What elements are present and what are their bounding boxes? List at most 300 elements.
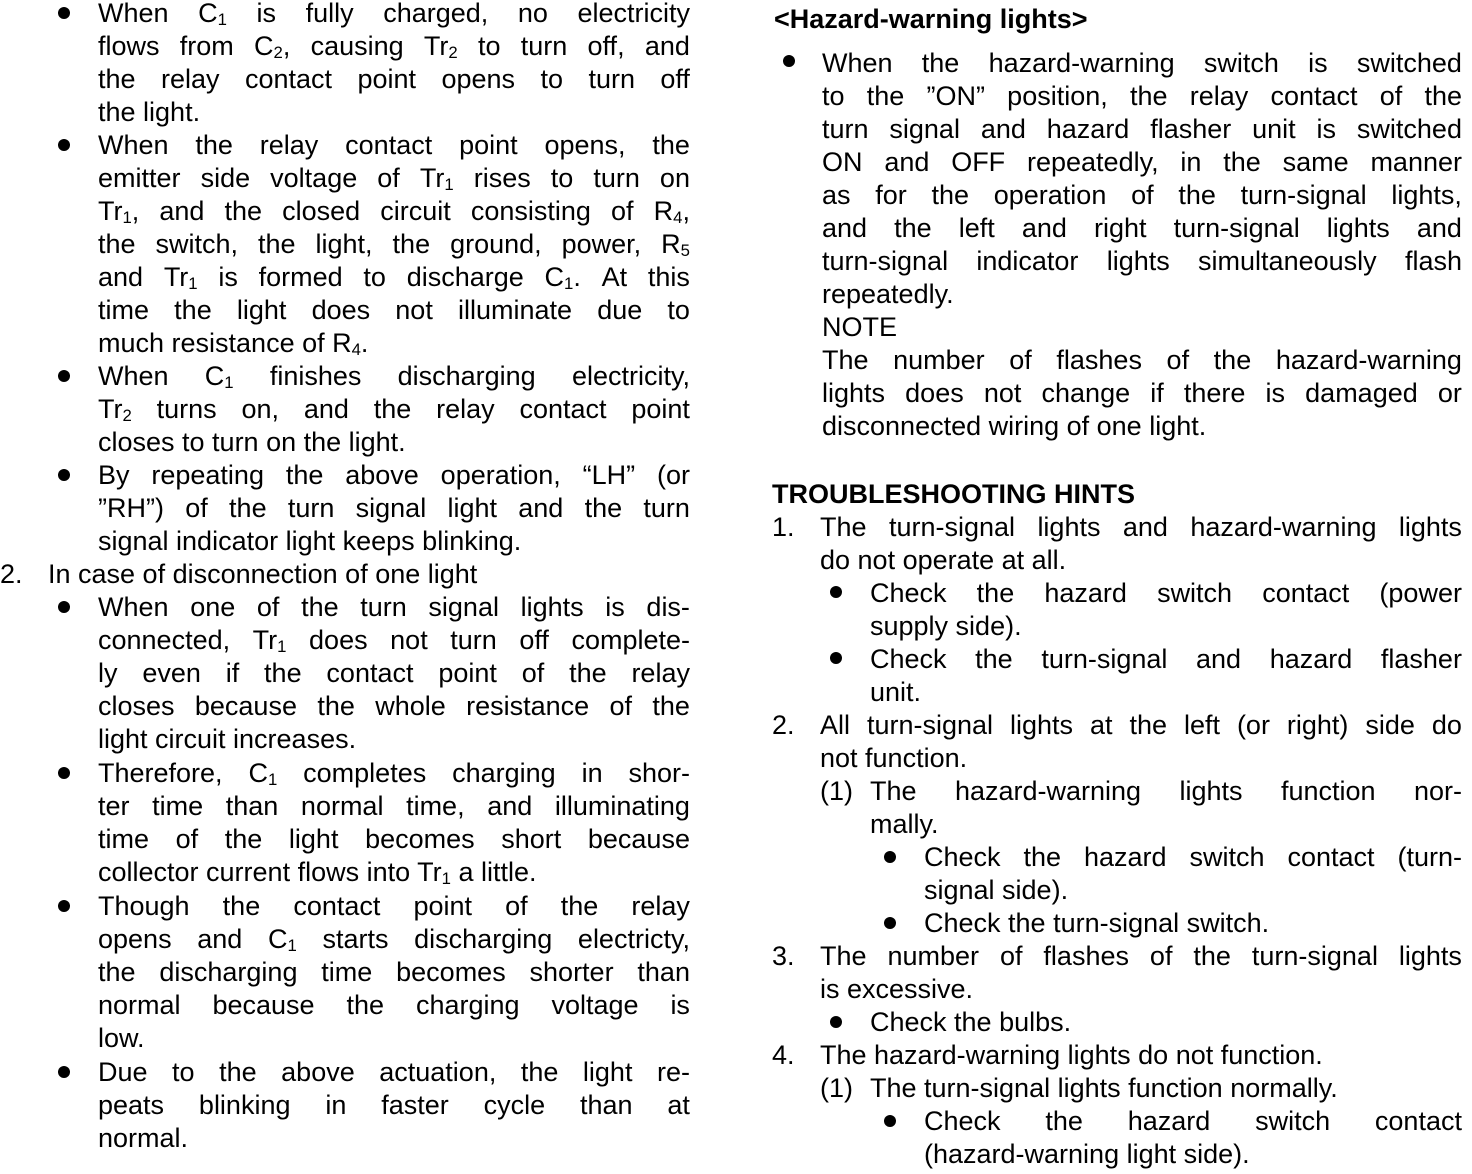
word: starts bbox=[322, 924, 389, 954]
word: (or bbox=[1236, 710, 1270, 740]
word: the bbox=[222, 891, 261, 921]
text-line bbox=[98, 989, 690, 1022]
word: cycle bbox=[483, 1090, 546, 1120]
word: because bbox=[212, 990, 315, 1020]
word: off bbox=[519, 625, 549, 655]
word: whole bbox=[375, 691, 446, 721]
text-line bbox=[98, 228, 690, 261]
text-line: signal indicator light keeps blinking. bbox=[98, 526, 522, 556]
word: lights bbox=[1009, 710, 1074, 740]
word: operation, bbox=[440, 460, 561, 490]
word: number bbox=[887, 941, 980, 971]
word: the bbox=[584, 493, 623, 523]
word: lights bbox=[822, 378, 886, 408]
word: the bbox=[258, 229, 296, 259]
word: the bbox=[98, 229, 136, 259]
word: not bbox=[395, 295, 433, 325]
word: repeating bbox=[151, 460, 264, 490]
word: voltage bbox=[270, 163, 358, 193]
text-line: normal. bbox=[98, 1123, 189, 1153]
text-line bbox=[98, 129, 690, 162]
bullet-icon bbox=[58, 7, 70, 19]
word: time bbox=[152, 791, 204, 821]
word: one bbox=[190, 592, 236, 622]
word: turn bbox=[588, 64, 635, 94]
word: time bbox=[98, 295, 150, 325]
text-line bbox=[822, 377, 1462, 410]
list-item: The hazard-warning lights do not function. bbox=[820, 1040, 1323, 1070]
word: $C_2$, bbox=[254, 31, 291, 62]
word: discharging bbox=[397, 361, 536, 391]
word: does bbox=[311, 295, 371, 325]
word: OFF bbox=[951, 147, 1006, 177]
word: ”ON” bbox=[926, 81, 985, 111]
word: hazard bbox=[1269, 644, 1353, 674]
word: turn bbox=[287, 493, 335, 523]
word: re- bbox=[656, 1057, 690, 1087]
word: does bbox=[905, 378, 964, 408]
text-line bbox=[822, 179, 1462, 212]
word: $C_1$ bbox=[204, 361, 234, 392]
text-line: not function. bbox=[820, 743, 968, 773]
text-line bbox=[98, 63, 690, 96]
word: finishes bbox=[269, 361, 362, 391]
word: right bbox=[1094, 213, 1147, 243]
word: connected, bbox=[98, 625, 231, 655]
word: the bbox=[224, 196, 263, 226]
word: change bbox=[1041, 378, 1131, 408]
text-line bbox=[98, 657, 690, 690]
word: switched bbox=[1356, 114, 1462, 144]
word: hazard bbox=[1083, 842, 1167, 872]
word: the bbox=[866, 81, 905, 111]
sublist-item: The turn-signal lights function normally. bbox=[870, 1073, 1338, 1103]
word: the bbox=[229, 493, 267, 523]
word: the bbox=[1424, 81, 1462, 111]
word: the bbox=[392, 229, 431, 259]
word: the bbox=[98, 957, 136, 987]
word: than bbox=[225, 791, 279, 821]
bullet-icon bbox=[783, 55, 795, 67]
word: and bbox=[1196, 644, 1242, 674]
word: charging bbox=[452, 758, 556, 788]
word: voltage bbox=[551, 990, 639, 1020]
text-line: signal side). bbox=[924, 875, 1069, 905]
word: Check bbox=[870, 644, 947, 674]
word: not bbox=[983, 378, 1022, 408]
word: because bbox=[194, 691, 297, 721]
word: on bbox=[659, 163, 690, 193]
word: of bbox=[609, 691, 633, 721]
text-line bbox=[98, 459, 690, 492]
word: point bbox=[413, 891, 473, 921]
text-line bbox=[820, 511, 1462, 544]
word: the bbox=[1045, 1106, 1083, 1136]
text-line bbox=[822, 113, 1462, 146]
word: in bbox=[1180, 147, 1202, 177]
word: contact bbox=[345, 130, 433, 160]
word: off, bbox=[587, 31, 625, 61]
word: signal bbox=[428, 592, 499, 622]
bullet-text: Check the turn-signal switch. bbox=[924, 908, 1270, 938]
word: to bbox=[667, 295, 690, 325]
bullet-icon bbox=[58, 370, 70, 382]
word: switch bbox=[1157, 578, 1233, 608]
word: is bbox=[605, 592, 625, 622]
word: causing bbox=[310, 31, 404, 61]
word: electricity, bbox=[571, 361, 690, 391]
word: charging bbox=[415, 990, 520, 1020]
word: actuation, bbox=[379, 1057, 497, 1087]
word: light, bbox=[315, 229, 373, 259]
word: flasher bbox=[1150, 114, 1232, 144]
word: light bbox=[582, 1057, 633, 1087]
word: to bbox=[540, 64, 563, 94]
word: closed bbox=[282, 196, 361, 226]
word: $R_5$ bbox=[661, 229, 690, 260]
word: fully bbox=[305, 0, 354, 28]
word: turn-signal bbox=[1251, 941, 1378, 971]
word: $Tr_1$ bbox=[419, 163, 454, 194]
word: $C_1$ bbox=[267, 924, 297, 955]
word: the bbox=[346, 990, 385, 1020]
word: this bbox=[647, 262, 690, 292]
word: turn bbox=[593, 163, 640, 193]
word: By bbox=[98, 460, 130, 490]
text-line bbox=[870, 643, 1462, 676]
word: turn bbox=[643, 493, 690, 523]
word: number bbox=[893, 345, 985, 375]
text-line bbox=[822, 47, 1462, 80]
word: hazard bbox=[1044, 578, 1127, 608]
text-line bbox=[98, 294, 690, 327]
word: manner bbox=[1370, 147, 1462, 177]
word: (turn- bbox=[1397, 842, 1462, 872]
word: the bbox=[1129, 81, 1168, 111]
word: opens, bbox=[544, 130, 626, 160]
word: the bbox=[224, 824, 263, 854]
word: light bbox=[236, 295, 287, 325]
word: light bbox=[447, 493, 497, 523]
word: turn-signal bbox=[1041, 644, 1168, 674]
word: discharging bbox=[414, 924, 553, 954]
text-line bbox=[98, 890, 690, 923]
word: point bbox=[459, 130, 518, 160]
word: and bbox=[159, 196, 205, 226]
word: the bbox=[195, 130, 233, 160]
word: switch bbox=[1189, 842, 1265, 872]
text-line bbox=[820, 709, 1462, 742]
word: The bbox=[822, 345, 869, 375]
word: repeatedly, bbox=[1027, 147, 1159, 177]
word: turn-signal bbox=[866, 710, 994, 740]
word: point bbox=[357, 64, 417, 94]
text-line bbox=[98, 624, 690, 657]
word: shor- bbox=[628, 758, 690, 788]
word: formed bbox=[258, 262, 343, 292]
word: contact bbox=[244, 64, 333, 94]
text-line: much resistance of $R_4$. bbox=[98, 328, 369, 359]
word: left bbox=[958, 213, 995, 243]
word: Due bbox=[98, 1057, 148, 1087]
word: of bbox=[175, 824, 199, 854]
word: lights, bbox=[1391, 180, 1462, 210]
word: hazard-warning bbox=[1275, 345, 1462, 375]
text-line: disconnected wiring of one light. bbox=[822, 411, 1207, 441]
word: in bbox=[581, 758, 603, 788]
text-line bbox=[98, 492, 690, 525]
text-line bbox=[98, 1056, 690, 1089]
word: hazard bbox=[1127, 1106, 1211, 1136]
word: unit bbox=[1252, 114, 1296, 144]
bullet-icon bbox=[830, 586, 842, 598]
word: the bbox=[98, 64, 136, 94]
text-line bbox=[98, 757, 690, 790]
word: of bbox=[1131, 180, 1154, 210]
word: time bbox=[98, 824, 150, 854]
word: hazard-warning bbox=[1190, 512, 1377, 542]
word: illuminate bbox=[457, 295, 573, 325]
note-label: NOTE bbox=[822, 312, 898, 342]
word: switch bbox=[1203, 48, 1279, 78]
word: blinking bbox=[198, 1090, 291, 1120]
text-line: light circuit increases. bbox=[98, 724, 357, 754]
word: is bbox=[1308, 48, 1328, 78]
word: time bbox=[321, 957, 373, 987]
word: of bbox=[611, 196, 634, 226]
word: $R_4$, bbox=[653, 196, 690, 227]
word: the bbox=[931, 180, 970, 210]
word: no bbox=[517, 0, 548, 28]
word: to bbox=[550, 163, 574, 193]
word: there bbox=[1183, 378, 1246, 408]
word: to bbox=[477, 31, 501, 61]
word: relay bbox=[436, 394, 495, 424]
text-line bbox=[98, 30, 690, 63]
text-line bbox=[924, 841, 1462, 874]
bullet-icon bbox=[884, 917, 896, 929]
word: consisting bbox=[470, 196, 591, 226]
word: from bbox=[179, 31, 234, 61]
word: “LH” bbox=[582, 460, 636, 490]
word: to bbox=[363, 262, 386, 292]
list-number: 2. bbox=[0, 559, 23, 589]
word: simultaneously bbox=[1198, 246, 1377, 276]
word: indicator bbox=[976, 246, 1079, 276]
word: the bbox=[520, 1057, 559, 1087]
word: becomes bbox=[396, 957, 506, 987]
word: relay bbox=[631, 891, 690, 921]
word: resistance bbox=[466, 691, 590, 721]
bullet-icon bbox=[58, 469, 70, 481]
text-line bbox=[98, 956, 690, 989]
text-line bbox=[822, 245, 1462, 278]
word: faster bbox=[381, 1090, 449, 1120]
word: When bbox=[98, 361, 169, 391]
word: switch bbox=[1255, 1106, 1331, 1136]
word: ground, bbox=[450, 229, 542, 259]
word: off bbox=[660, 64, 690, 94]
bullet-icon bbox=[58, 1066, 70, 1078]
word: to bbox=[172, 1057, 195, 1087]
word: short bbox=[501, 824, 562, 854]
word: turn bbox=[360, 592, 407, 622]
word: or bbox=[1437, 378, 1462, 408]
word: of bbox=[377, 163, 400, 193]
word: and bbox=[518, 493, 564, 523]
word: contact bbox=[1374, 1106, 1462, 1136]
word: is bbox=[218, 262, 238, 292]
word: Check bbox=[924, 842, 1001, 872]
list-number: 3. bbox=[772, 941, 795, 971]
word: and bbox=[1021, 213, 1067, 243]
list-item-heading: In case of disconnection of one light bbox=[48, 559, 478, 589]
word: does bbox=[309, 625, 368, 655]
text-line bbox=[870, 577, 1462, 610]
word: relay bbox=[631, 658, 690, 688]
text-line: is excessive. bbox=[820, 974, 974, 1004]
word: and bbox=[197, 924, 243, 954]
word: is bbox=[670, 990, 690, 1020]
word: ”RH”) bbox=[98, 493, 164, 523]
word: turn-signal bbox=[1173, 213, 1300, 243]
word: opens bbox=[441, 64, 516, 94]
word: the bbox=[1213, 345, 1252, 375]
word: the bbox=[285, 460, 324, 490]
text-line: low. bbox=[98, 1023, 145, 1053]
word: is bbox=[1265, 378, 1286, 408]
text-line: (hazard-warning light side). bbox=[924, 1139, 1250, 1169]
text-line bbox=[822, 80, 1462, 113]
word: the bbox=[1178, 180, 1216, 210]
word: of bbox=[1166, 345, 1190, 375]
word: and bbox=[98, 262, 144, 292]
text-line bbox=[98, 823, 690, 856]
word: contact bbox=[293, 891, 381, 921]
word: the bbox=[1023, 842, 1062, 872]
text-line bbox=[870, 775, 1462, 808]
bullet-icon bbox=[830, 1016, 842, 1028]
word: light bbox=[288, 824, 339, 854]
word: the bbox=[1193, 941, 1231, 971]
word: and bbox=[303, 394, 349, 424]
word: signal bbox=[889, 114, 960, 144]
word: $Tr_1$, bbox=[98, 196, 140, 227]
word: is bbox=[256, 0, 277, 28]
word: At bbox=[601, 262, 628, 292]
word: of bbox=[1009, 345, 1032, 375]
text-line: collector current flows into $Tr_1$ a little. bbox=[98, 857, 537, 888]
text-line bbox=[98, 261, 690, 294]
word: the bbox=[652, 691, 690, 721]
word: nor- bbox=[1413, 776, 1462, 806]
word: and bbox=[1122, 512, 1168, 542]
word: the bbox=[301, 592, 339, 622]
word: power, bbox=[561, 229, 642, 259]
word: discharging bbox=[159, 957, 298, 987]
word: (power bbox=[1379, 578, 1462, 608]
word: illuminating bbox=[554, 791, 690, 821]
word: $Tr_1$ bbox=[252, 625, 287, 656]
word: if bbox=[225, 658, 240, 688]
word: lights bbox=[1106, 246, 1170, 276]
word: function bbox=[1280, 776, 1376, 806]
text-line: mally. bbox=[870, 809, 939, 839]
text-line: unit. bbox=[870, 677, 922, 707]
word: Check bbox=[870, 578, 947, 608]
text-line bbox=[822, 212, 1462, 245]
word: flasher bbox=[1380, 644, 1462, 674]
word: the bbox=[921, 48, 960, 78]
word: rises bbox=[473, 163, 531, 193]
word: above bbox=[345, 460, 419, 490]
word: emitter bbox=[98, 163, 181, 193]
word: opens bbox=[98, 924, 172, 954]
word: the bbox=[317, 691, 355, 721]
word: $Tr_2$ bbox=[423, 31, 458, 62]
word: flashes bbox=[1056, 345, 1142, 375]
word: and bbox=[884, 147, 930, 177]
word: the bbox=[373, 394, 412, 424]
word: normal bbox=[300, 791, 384, 821]
word: due bbox=[597, 295, 643, 325]
word: lights bbox=[1398, 941, 1462, 971]
sublist-number: (1) bbox=[820, 1073, 853, 1103]
word: if bbox=[1150, 378, 1164, 408]
list-number: 2. bbox=[772, 710, 795, 740]
word: When bbox=[822, 48, 893, 78]
word: point bbox=[438, 658, 497, 688]
word: as bbox=[822, 180, 851, 210]
word: All bbox=[820, 710, 851, 740]
word: the bbox=[1129, 710, 1167, 740]
word: in bbox=[325, 1090, 347, 1120]
bullet-text: Check the bulbs. bbox=[870, 1007, 1072, 1037]
text-line bbox=[98, 162, 690, 195]
word: same bbox=[1282, 147, 1349, 177]
word: the bbox=[264, 658, 302, 688]
word: on, bbox=[241, 394, 280, 424]
word: lights bbox=[1398, 512, 1462, 542]
text-line bbox=[98, 360, 690, 393]
word: side bbox=[1365, 710, 1415, 740]
word: When bbox=[98, 0, 169, 28]
word: circuit bbox=[380, 196, 451, 226]
sublist-number: (1) bbox=[820, 776, 853, 806]
word: turn-signal bbox=[888, 512, 1016, 542]
word: Therefore, bbox=[98, 758, 223, 788]
word: the bbox=[894, 213, 932, 243]
word: turns bbox=[156, 394, 217, 424]
word: not bbox=[390, 625, 428, 655]
word: of bbox=[505, 891, 528, 921]
word: $C_1$ bbox=[198, 0, 227, 29]
word: operation bbox=[993, 180, 1107, 210]
word: to bbox=[822, 81, 845, 111]
word: the bbox=[569, 658, 607, 688]
word: of bbox=[1379, 81, 1403, 111]
word: lights bbox=[1179, 776, 1243, 806]
word: becomes bbox=[365, 824, 475, 854]
word: ON bbox=[822, 147, 863, 177]
section-heading: <Hazard-warning lights> bbox=[774, 4, 1088, 34]
word: electricity bbox=[577, 0, 690, 28]
word: hazard bbox=[1046, 114, 1130, 144]
text-line: the light. bbox=[98, 97, 201, 127]
word: and bbox=[1416, 213, 1462, 243]
word: peats bbox=[98, 1090, 165, 1120]
text-line bbox=[98, 195, 690, 228]
